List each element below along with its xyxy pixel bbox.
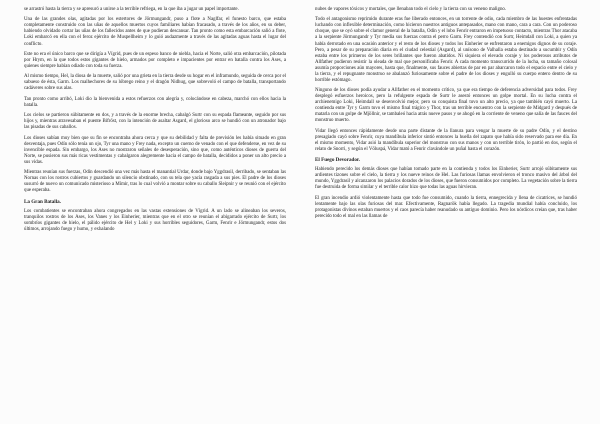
paragraph: Todo el antagonismo reprimido durante eras fue liberado entonces, en un torrente de odio, cada miembro de las huestes enfrentadas luchando con inflexible determinación, como hicieron nuestros antiguos antepasados, mano con mano, cara a cara. Con un poderoso choque, que se oyó sobre el clamor general de la batalla, Odín y el lobo Fenrir entraron en impetuoso contacto, mientras Thor atacaba a la serpiente Jörmungandr y Tyr medía sus fuerzas contra el perro Garm. Frey contendió con Surtr, Heimdall con Loki, a quien ya había derrotado en una ocasión anterior y el resto de los dioses y todos los Einherier se enfrentaron a enemigos dignos de su coraje. Pero, a pesar de su preparación diaria en el ciudad celestial (Asgard), al unísono de Valhalla estaba destinado a sucumbir y Odín estaba entre los primeros de los seres brillantes que fueron abatidos. Ni siquiera el elevado coraje y los poderosos atributos de Allfather pudieron resistir la oleada de mal que personificaba Fenrir. A cada momento transcurrido de la lucha, su tamaño colosal asumía proporciones aún mayores, hasta que, finalmente, sus fauces abiertas de par en par abarcaron todo el espacio entre el cielo y la tierra, y el repugnante monstruo se abalanzó furiosamente sobre el padre de los dioses y engulló su cuerpo entero dentro de su horrible estómago. xyxy=(315,17,577,83)
paragraph: Tan pronto como arribó, Loki dio la bienvenida a estos refuerzos con alegría y, colocándose en cabeza, marchó con ellos hacia la batalla. xyxy=(24,96,286,108)
section-heading: La Gran Batalla. xyxy=(24,198,61,205)
paragraph: Los combatientes se encontraban ahora congregados en las vastas extensiones de Vígrid. A un lado se alineaban los severos, tranquilos rostros de los Ases, los Vanes y los Einherier, mientras que en el otro se reunían el abigarrado ejército de Surtr, los sombríos gigantes de hielo, el pálido ejército de Hel y Loki y sus horribles seguidores, Garm, Fenrir e Jörmungandr, estos dos últimos, arrojando fuego y humo, y exhalando xyxy=(24,208,286,232)
right-column xyxy=(315,7,577,224)
paragraph: se arrastró hasta la tierra y se apresuró a unirse a la terrible refriega, en la que iba a jugar un papel importante. xyxy=(24,7,239,12)
paragraph: nubes de vapores tóxicos y mortales, que llenaban todo el cielo y la tierra con su veneno maligno. xyxy=(315,7,507,12)
paragraph: Mientras reunían sus fuerzas, Odín descendió una vez más hasta el manantial Urdar, donde bajo Yggdrasil, derribado, se sentaban las Nornas con los rostros cubiertos y guardando un silencio obstinado, con su tela que yacía rasgada a sus pies. El padre de los dioses susurró de nuevo un comunicado misterioso a Mímir, tras lo cual volvió a montar sobre su caballo Sleipnir y se reunió con el ejército que esperaba. xyxy=(24,170,286,194)
paragraph: Este no era el único barco que se dirigía a Vígrid, pues de un espeso banco de niebla, hacia el Norte, salió otra embarcación, pilotada por Hrym, en la que todos estos gigantes de hielo, armados por completo e impacientes por entrar en batalla contra los Ases, a quienes siempre habían odiado con toda su fuerza. xyxy=(24,51,286,69)
section-heading: El Fuego Devorador. xyxy=(315,157,360,164)
paragraph: El gran incendio ardió violentamente hasta que todo fue consumido, cuando la tierra, ennegrecida y llena de cicatrices, se hundió lentamente bajo las olas furiosas del mar. Efectivamente, Ragnarök había llegado. La tragedia mundial había concluido, los protagonistas divinos estaban muertos y el caos parecía haber reanudado su antiguo dominio. Pero los nórdicos creían que, tras haber perecido todo el mal en las llamas de xyxy=(315,195,577,219)
left-column xyxy=(24,7,286,237)
paragraph: Una de las grandes olas, agitadas por los estertores de Jörmungandr, puso a flote a Naglfar, el funesto barco, que estaba completamente construido con las uñas de aquellos muertos cuyos familiares habían fracasado, a través de los años, en su deber, habiendo olvidado cortar las uñas de los fallecidos antes de que pudieran descansar. Tan pronto como esta embarcación salió a flote, Loki embarcó en ella con el feroz ejército de Muspellheim y lo guió audazmente a través de las agitadas aguas hasta el lugar del conflicto. xyxy=(24,17,286,47)
paragraph: Al mismo tiempo, Hel, la diosa de la muerte, salió por una grieta en la tierra desde su hogar en el inframundo, seguida de cerca por el sabueso de ésta, Garm. Los malhechores de su lóbrego reino y el dragón Nidhug, que sobrevoló el campo de batalla, transportando cadáveres sobre sus alas. xyxy=(24,74,286,92)
paragraph: Ninguno de los dioses podía ayudar a Allfather en el momento crítico, ya que era tiempo de deferencia adversidad para todos. Frey desplegó esfuerzos heroicos, pero la refulgente espada de Surtr le asestó entonces un golpe mortal. En su lucha contra el archienemigo Loki, Heimdall se desenvolvió mejor, pero su conquista final tuvo un alto precio, ya que también cayó muerto. La contienda entre Tyr y Garm tuvo el mismo final trágico y Thor, tras un terrible encuentro con la serpiente de Midgard y después de matarla con un golpe de Mjöllnir, se tambaleó hacia atrás nueve pasos y se ahogó en la corriente de veneno que salía de las fauces del monstruo muerto. xyxy=(315,88,577,124)
paragraph: Habiendo perecido los demás dioses que habían tomado parte en la contienda y todos los Einherier, Surtr arrojó súbitamente sus ardientes tizones sobre el cielo, la tierra y los nueve reinos de Hel. Las furiosas llamas envolvieron el tronco masivo del árbol del mundo, Yggdrasil y alcanzaron los palacios dorados de los dioses, que fueron consumidos por completo. La vegetación sobre la tierra fue destruida de forma similar y el terrible calor hizo que todas las aguas hirvieran. xyxy=(315,167,577,191)
paragraph: Los dioses sabían muy bien que su fin se encontraba ahora cerca y que su debilidad y falta de previsión les había situado en gran desventaja, pues Odín sólo tenía un ojo, Tyr una mano y Frey nada, excepto un cuerno de venado con el que defenderse, en vez de su invencible espada. Sin embargo, los Ases no mostraron señales de desesperación, sino que, como auténticos dioses de guerra del Norte, se pusieron sus más ricas vestimentas y cabalgaron alegremente hacia el campo de batalla, decididos a poner un alto precio a sus vidas. xyxy=(24,135,286,165)
paragraph: Los cielos se partieron súbitamente en dos, y a través de la enorme brecha, cabalgó Surtr con su espada flameante, seguido por sus hijos y, mientras atravesaban el puente Bifröst, con la intención de asaltar Asgard, el glorioso arco se hundió con un atronador bajo las pisadas de sus caballos. xyxy=(24,113,286,131)
paragraph: Vidar llegó entonces rápidamente desde una parte distante de la llanura para vengar la muerte de su padre Odín, y el destino presagiado cayó sobre Fenrir, cuya mandíbula inferior sintió entonces la huella del zapato que había sido reservado para ese día. En el mismo momento, Vidar asió la mandíbula superior del monstruo con sus manos y con un terrible tirón, lo partió en dos, según el relato de Snorri, y según el Völuspá, Vidar mató a Fenrir clavándole un puñal hasta el corazón. xyxy=(315,128,577,152)
